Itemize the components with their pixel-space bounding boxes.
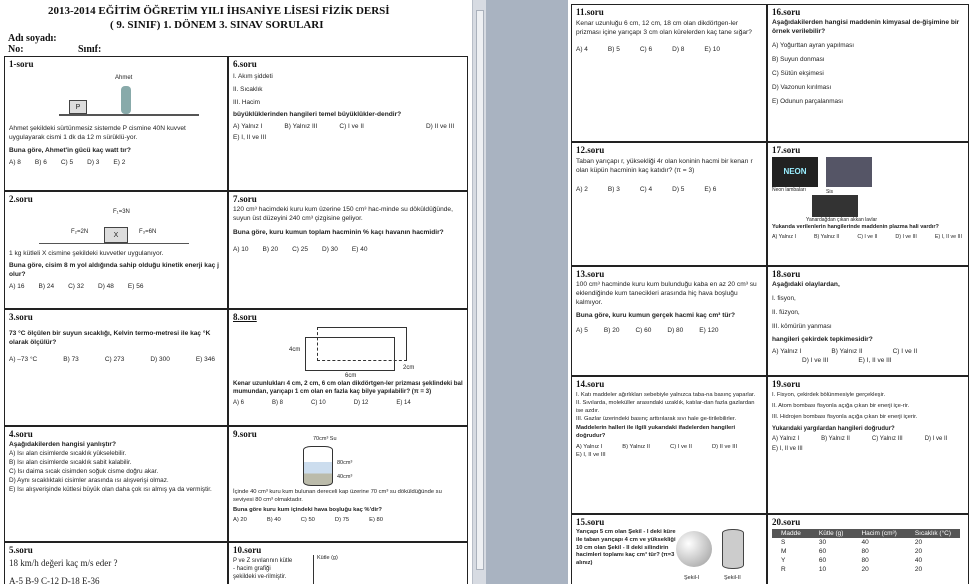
- block-p: P: [69, 100, 87, 114]
- question-number: 10.soru: [233, 545, 262, 555]
- figure-forces: [9, 207, 223, 247]
- exam-subtitle: ( 9. SINIF) 1. DÖNEM 3. SINAV SORULARI: [110, 19, 324, 31]
- question-4: [4, 426, 228, 542]
- option-c[interactable]: C) 32: [68, 282, 84, 290]
- answer-options: [9, 356, 223, 363]
- caption-3: Yanardağdan çıkan akkan lavlar: [806, 217, 878, 223]
- question-number: 18.soru: [772, 269, 801, 279]
- question-number: 2.soru: [9, 194, 33, 204]
- option-e[interactable]: E) 6: [704, 185, 717, 193]
- option-d[interactable]: D) 48: [98, 282, 114, 290]
- option-d[interactable]: D) II ve III: [425, 122, 455, 130]
- option-c[interactable]: C) 50: [300, 517, 315, 524]
- dim-depth: 2cm: [403, 365, 415, 371]
- option-a[interactable]: A) 5: [576, 326, 588, 334]
- option-c[interactable]: C) 6: [639, 45, 653, 53]
- force-2: F₂=2N: [71, 229, 89, 235]
- question-prompt: Aşağıdakilerden hangisi yanlıştır?: [9, 441, 116, 448]
- option-b[interactable]: B) 3: [607, 185, 620, 193]
- question-number: 11.soru: [576, 7, 604, 17]
- no-label: No:: [8, 44, 24, 55]
- option-d[interactable]: D) 3: [87, 158, 100, 166]
- item-3: III. Gazlar üzerindeki basınç arttırılarak sıvı hale ge-tirilebilirler.: [576, 416, 737, 423]
- item-3: III. Hacim: [233, 98, 260, 106]
- option-c[interactable]: C) Yalnız III: [871, 436, 903, 443]
- table-cell: 60: [818, 557, 827, 564]
- answer-options: [772, 436, 964, 452]
- table-cell: 40: [914, 557, 923, 564]
- question-prompt: Maddelerin halleri ile ilgili yukarıdaki ifadelerden hangileri doğrudur?: [576, 425, 736, 440]
- table-cell: M: [781, 548, 787, 555]
- question-prompt: Yukarıda verilenlerin hangilerinde maddenin plazma hali vardır?: [772, 223, 939, 230]
- option-a[interactable]: A) 6: [233, 399, 245, 406]
- question-prompt: Aşağıdakilerden hangisi maddenin kimyasal de-ğişimine bir örnek verilebilir?: [772, 19, 960, 35]
- question-number: 19.soru: [772, 379, 801, 389]
- page-2: [568, 0, 973, 584]
- item-2: II. füzyon,: [772, 308, 800, 316]
- option-e[interactable]: E) I, II ve III: [233, 133, 267, 141]
- question-prompt: Aşağıdaki olaylardan,: [772, 281, 840, 288]
- answer-options: [233, 123, 463, 141]
- question-16: [767, 4, 969, 142]
- question-8: [228, 309, 468, 426]
- option-a[interactable]: A) 8: [9, 158, 21, 166]
- neon-photo: NEON: [772, 157, 818, 187]
- question-number: 5.soru: [9, 545, 33, 555]
- table-cell: Madde: [772, 529, 810, 538]
- question-number: 15.soru: [576, 517, 605, 527]
- option-c[interactable]: C) 273: [104, 355, 125, 363]
- caption-1: Şekil-I: [684, 575, 700, 581]
- option-e[interactable]: E) 120: [699, 326, 719, 334]
- item-1: I. Fisyon, çekirdek bölünmesiyle gerçekleşir.: [772, 392, 886, 398]
- option-c[interactable]: C) 10: [311, 399, 326, 406]
- table-row: [772, 565, 960, 574]
- option-a[interactable]: A) 2: [576, 185, 588, 193]
- option-e[interactable]: E) 80: [369, 517, 383, 524]
- label-40: 40cm³: [337, 474, 353, 480]
- question-text: 120 cm³ hacimdeki kuru kum üzerine 150 cm³ hac-minde su döküldüğünde, suyun üst düzeyini 240 cm³ çizgisine geliyor.: [233, 206, 453, 222]
- question-prompt: Buna göre, cisim 8 m yol aldığında sahip olduğu kinetik enerji kaç j olur?: [9, 261, 219, 278]
- force-1: F₁=3N: [113, 209, 130, 215]
- option-c[interactable]: C) Sütün ekşimesi: [772, 69, 824, 77]
- name-label: Adı soyadı:: [8, 33, 57, 44]
- option-b[interactable]: B) 20: [262, 245, 279, 253]
- option-a[interactable]: A) –73 °C: [9, 355, 38, 363]
- question-number: 6.soru: [233, 59, 257, 69]
- option-d[interactable]: D) I ve III: [895, 234, 917, 241]
- option-c[interactable]: C) I ve II: [670, 444, 692, 451]
- question-number: 14.soru: [576, 379, 605, 389]
- question-text: 18 km/h değeri kaç m/s eder ?: [9, 558, 118, 568]
- scroll-thumb[interactable]: [476, 10, 484, 570]
- figure-label: Ahmet: [115, 75, 133, 81]
- dim-height: 4cm: [289, 347, 301, 353]
- option-d[interactable]: D) 80: [667, 326, 684, 334]
- option-c[interactable]: C) 25: [292, 245, 308, 253]
- table-cell: 10: [818, 566, 827, 573]
- item-1: I. fisyon,: [772, 294, 796, 302]
- option-c[interactable]: C) 60: [635, 326, 652, 334]
- question-number: 1-soru: [9, 59, 34, 69]
- question-number: 7.soru: [233, 194, 257, 204]
- answer-options: [233, 400, 463, 406]
- class-label: Sınıf:: [78, 44, 102, 55]
- question-6: [228, 56, 468, 191]
- table-cell: 20: [861, 566, 869, 573]
- table-row: [772, 556, 960, 565]
- question-prompt: Buna göre, Ahmet'in gücü kaç watt tır?: [9, 146, 131, 154]
- question-prompt: 73 °C ölçülen bir suyun sıcaklığı, Kelvin termo-metresi ile kaç °K olarak ölçülür?: [9, 330, 211, 346]
- option-b[interactable]: B) Yalnız II: [813, 234, 840, 241]
- question-15: [571, 514, 767, 584]
- table-cell: 60: [818, 548, 827, 555]
- option-d[interactable]: D) 30: [322, 245, 338, 253]
- option-d[interactable]: D) 300: [150, 355, 170, 363]
- question-text: 1 kg kütleli X cismine şekildeki kuvvetler uygulanıyor.: [9, 250, 164, 257]
- question-13: [571, 266, 767, 376]
- question-number: 17.soru: [772, 145, 801, 155]
- question-14: [571, 376, 767, 514]
- option-c[interactable]: C) I ve II: [339, 122, 364, 130]
- force-3: F₃=6N: [139, 229, 157, 235]
- question-prompt-2: hangileri çekirdek tepkimesidir?: [772, 335, 873, 343]
- question-number: 20.soru: [772, 517, 801, 527]
- question-number: 13.soru: [576, 269, 605, 279]
- question-17: [767, 142, 969, 266]
- exam-title: 2013-2014 EĞİTİM ÖĞRETİM YILI İHSANİYE LİSESİ FİZİK DERSİ: [48, 5, 390, 17]
- cylinder-figure: [722, 529, 744, 569]
- option-b[interactable]: B) 8: [272, 399, 284, 406]
- option-e[interactable]: E) 10: [704, 45, 720, 53]
- option-a[interactable]: A) Yalnız I: [772, 436, 800, 443]
- option-b[interactable]: B) Yalnız II: [831, 347, 863, 355]
- answer-options: [772, 348, 964, 364]
- label-80: 80cm³: [337, 460, 353, 466]
- option-e[interactable]: E) I, II ve III: [934, 234, 962, 241]
- question-number: 12.soru: [576, 145, 605, 155]
- figure-pushing: [9, 72, 223, 122]
- answer-options: [576, 46, 762, 53]
- option-d[interactable]: D) 12: [353, 399, 369, 406]
- question-number: 4.soru: [9, 429, 33, 439]
- vertical-scrollbar[interactable]: [472, 0, 486, 584]
- option-b[interactable]: B) 73: [63, 355, 79, 363]
- table-cell: 20: [914, 548, 923, 555]
- figure-prism: [233, 325, 463, 377]
- question-7: [228, 191, 468, 309]
- option-b[interactable]: B) 40: [266, 517, 281, 524]
- question-text: P ve Z sıvılarının kütle - hacim grafiği şekildeki ve-rilmiştir.: [233, 558, 293, 581]
- option-d[interactable]: D) 8: [672, 45, 685, 53]
- option-b[interactable]: B) Isı alan cisimlerde sıcaklık sabit kalabilir.: [9, 458, 132, 466]
- answer-options: [9, 159, 223, 166]
- option-a[interactable]: A) Yalnız I: [772, 347, 802, 355]
- option-a[interactable]: A) Isı alan cisimlerde sıcaklık yükselebilir.: [9, 449, 127, 457]
- option-c[interactable]: C) I ve II: [857, 234, 878, 241]
- option-d[interactable]: D) I ve II: [924, 436, 948, 443]
- answer-options: [576, 444, 762, 458]
- item-2: II. Atom bombası fisyonla açığa çıkan bir enerji içe-rir.: [772, 403, 910, 410]
- option-a[interactable]: A) 16: [9, 282, 25, 290]
- option-b[interactable]: B) Yalnız III: [284, 122, 318, 130]
- dim-length: 6cm: [345, 373, 357, 379]
- question-number: 3.soru: [9, 312, 33, 322]
- option-e[interactable]: E) 56: [127, 282, 144, 290]
- option-b[interactable]: B) 20: [603, 326, 620, 334]
- table-cell: R: [781, 566, 786, 573]
- question-text: Ahmet şekildeki sürtünmesiz sistemde P cismine 40N kuvvet uygulayarak cismi 1 dk da 12 m sürüklü-yor.: [9, 125, 186, 141]
- table-row: [772, 547, 960, 556]
- question-text: Taban yarıçapı r, yüksekliği 4r olan koninin hacmi bir kenarı r olan küpün hacminin kaç katıdır? (π = 3): [576, 158, 753, 174]
- question-prompt: Buna göre, kuru kumun gerçek hacmi kaç cm³ tür?: [576, 311, 736, 319]
- answer-options: [233, 517, 463, 523]
- caption-1: Neon lambaları: [772, 187, 806, 193]
- question-number: 8.soru: [233, 312, 257, 322]
- option-b[interactable]: B) Yalnız II: [821, 436, 850, 443]
- question-12: [571, 142, 767, 266]
- option-d[interactable]: D) 5: [672, 185, 685, 193]
- option-e[interactable]: E) I, II ve III: [858, 356, 892, 364]
- option-b[interactable]: B) 24: [38, 282, 55, 290]
- question-11: [571, 4, 767, 142]
- question-text: İçinde 40 cm³ kuru kum bulunan dereceli kap üzerine 70 cm³ su döküldüğünde su seviyesi 80 cm³ olmaktadır.: [233, 489, 442, 503]
- option-e[interactable]: E) 346: [195, 355, 215, 363]
- question-number: 9.soru: [233, 429, 257, 439]
- axis-label: Kütle (g): [317, 555, 338, 561]
- answer-options: [576, 327, 762, 334]
- question-text: Yarıçapı 5 cm olan Şekil - I deki küre ile taban yarıçapı 4 cm ve yüksekliği 10 cm olan Şekil - II deki silindirin hacimleri toplamı kaç cm³ tür? (π=3 alınız): [576, 529, 676, 567]
- question-5: [4, 542, 228, 584]
- option-e[interactable]: E) I, II ve III: [772, 446, 803, 453]
- question-20: [767, 514, 969, 584]
- option-d[interactable]: D) Vazonun kırılması: [772, 83, 832, 91]
- option-a[interactable]: A) 4: [576, 45, 588, 53]
- option-c[interactable]: C) I ve II: [892, 347, 918, 355]
- table-cell: 20: [914, 566, 923, 573]
- table-cell: Kütle (g): [810, 529, 853, 538]
- option-a[interactable]: A) Yalnız I: [772, 234, 796, 241]
- question-1: [4, 56, 228, 191]
- sphere-figure: [676, 531, 712, 567]
- question-prompt: Yukarıdaki yargılardan hangileri doğrudur?: [772, 426, 895, 433]
- option-b[interactable]: B) 5: [607, 45, 620, 53]
- option-a[interactable]: A) 10: [233, 245, 249, 253]
- option-b[interactable]: B) Suyun donması: [772, 55, 825, 63]
- option-c[interactable]: C) 5: [60, 158, 74, 166]
- question-prompt: Kenar uzunlukları 4 cm, 2 cm, 6 cm olan dikdörtgen-ler prizması şeklindeki bal mumundan, yarıçapı 1 cm olan en fazla kaç bilye yapılabilir? (π = 3): [233, 380, 463, 396]
- option-b[interactable]: B) Yalnız II: [622, 444, 651, 451]
- question-19: [767, 376, 969, 514]
- table-cell: 80: [861, 557, 869, 564]
- photo-row: [772, 157, 964, 195]
- option-a[interactable]: A) 20: [233, 517, 247, 524]
- option-d[interactable]: D) II ve III: [711, 444, 738, 451]
- label-water: 70cm³ Su: [313, 436, 337, 442]
- question-prompt: büyüklüklerinden hangileri temel büyüklükler-dendir?: [233, 110, 402, 118]
- option-a[interactable]: A) Yoğurttan ayran yapılması: [772, 41, 855, 49]
- option-e[interactable]: E) 2: [113, 158, 126, 166]
- answer-options: [576, 186, 762, 193]
- page-1: [0, 0, 472, 584]
- question-10: [228, 542, 468, 584]
- table-cell: Hacim (cm³): [852, 529, 905, 538]
- option-a[interactable]: A) Yalnız I: [233, 122, 263, 130]
- question-number: 16.soru: [772, 7, 801, 17]
- question-text: Kenar uzunluğu 6 cm, 12 cm, 18 cm olan dikdörtgen-ler prizması içine yarıçapı 3 cm olan kürelerden kaç tane sığar?: [576, 20, 752, 36]
- answer-options: A-5 B-9 C-12 D-18 E-36: [9, 576, 100, 584]
- question-9: [228, 426, 468, 542]
- table-cell: 30: [818, 539, 827, 546]
- figure-cylinder: [233, 436, 463, 486]
- table-cell: 80: [861, 548, 869, 555]
- option-e[interactable]: E) I, II ve III: [576, 452, 606, 459]
- question-text: 100 cm³ hacminde kuru kum bulunduğu kaba en az 20 cm³ su eklendiğinde kum tanecikleri arasında hiç hava boşluğu kalmıyor.: [576, 281, 757, 306]
- item-1: I. Akım şiddeti: [233, 73, 273, 80]
- option-c[interactable]: C) 4: [639, 185, 653, 193]
- table-cell: Sıcaklık (°C): [906, 529, 960, 538]
- table-row: [772, 538, 960, 547]
- table-cell: 40: [861, 539, 869, 546]
- caption-2: Sis: [826, 189, 833, 195]
- answer-options: [772, 234, 964, 240]
- caption-2: Şekil-II: [724, 575, 741, 581]
- question-prompt: Buna göre kuru kum içindeki hava boşluğu kaç %'dir?: [233, 506, 382, 513]
- table-cell: 20: [914, 539, 923, 546]
- question-prompt: Buna göre, kuru kumun toplam hacminin % kaçı havanın hacmidir?: [233, 228, 444, 236]
- fog-photo: [826, 157, 872, 187]
- item-3: III. kömürün yanması: [772, 322, 832, 330]
- data-table: [772, 529, 960, 574]
- option-d[interactable]: D) Aynı sıcaklıktaki cisimler arasında ısı alışverişi olmaz.: [9, 476, 169, 484]
- option-b[interactable]: B) 6: [34, 158, 47, 166]
- item-3: III. Hidrojen bombası fisyonla açığa çıkan bir enerji içerir.: [772, 414, 918, 421]
- option-c[interactable]: C) Isı daima sıcak cisimden soğuk cisme doğru akar.: [9, 467, 159, 475]
- option-d[interactable]: D) I ve III: [802, 356, 829, 364]
- question-3: [4, 309, 228, 426]
- table-cell: Y: [781, 557, 786, 564]
- block-x: X: [104, 227, 128, 243]
- option-d[interactable]: D) 75: [334, 517, 350, 524]
- question-2: [4, 191, 228, 309]
- item-1: I. Katı maddeler ağırlıkları sebebiyle yalnızca taba-na basınç yaparlar.: [576, 392, 756, 398]
- answer-options: [9, 283, 223, 290]
- option-a[interactable]: A) Yalnız I: [576, 444, 603, 451]
- option-e[interactable]: E) Isı alışverişinde kütlesi büyük olan daha çok ısı almış ya da vermiştir.: [9, 485, 212, 493]
- table-header: [772, 529, 960, 538]
- option-e[interactable]: E) Odunun parçalanması: [772, 97, 844, 105]
- table-cell: S: [781, 539, 786, 546]
- option-e[interactable]: E) 14: [396, 399, 411, 406]
- answer-options: [233, 246, 463, 253]
- item-2: II. Sıcaklık: [233, 85, 263, 93]
- item-2: II. Sıvılarda, moleküller arasındaki uzaklık, katılar-dan fazla gazlardan ise azdır.: [576, 400, 755, 415]
- option-e[interactable]: E) 40: [351, 245, 368, 253]
- question-18: [767, 266, 969, 376]
